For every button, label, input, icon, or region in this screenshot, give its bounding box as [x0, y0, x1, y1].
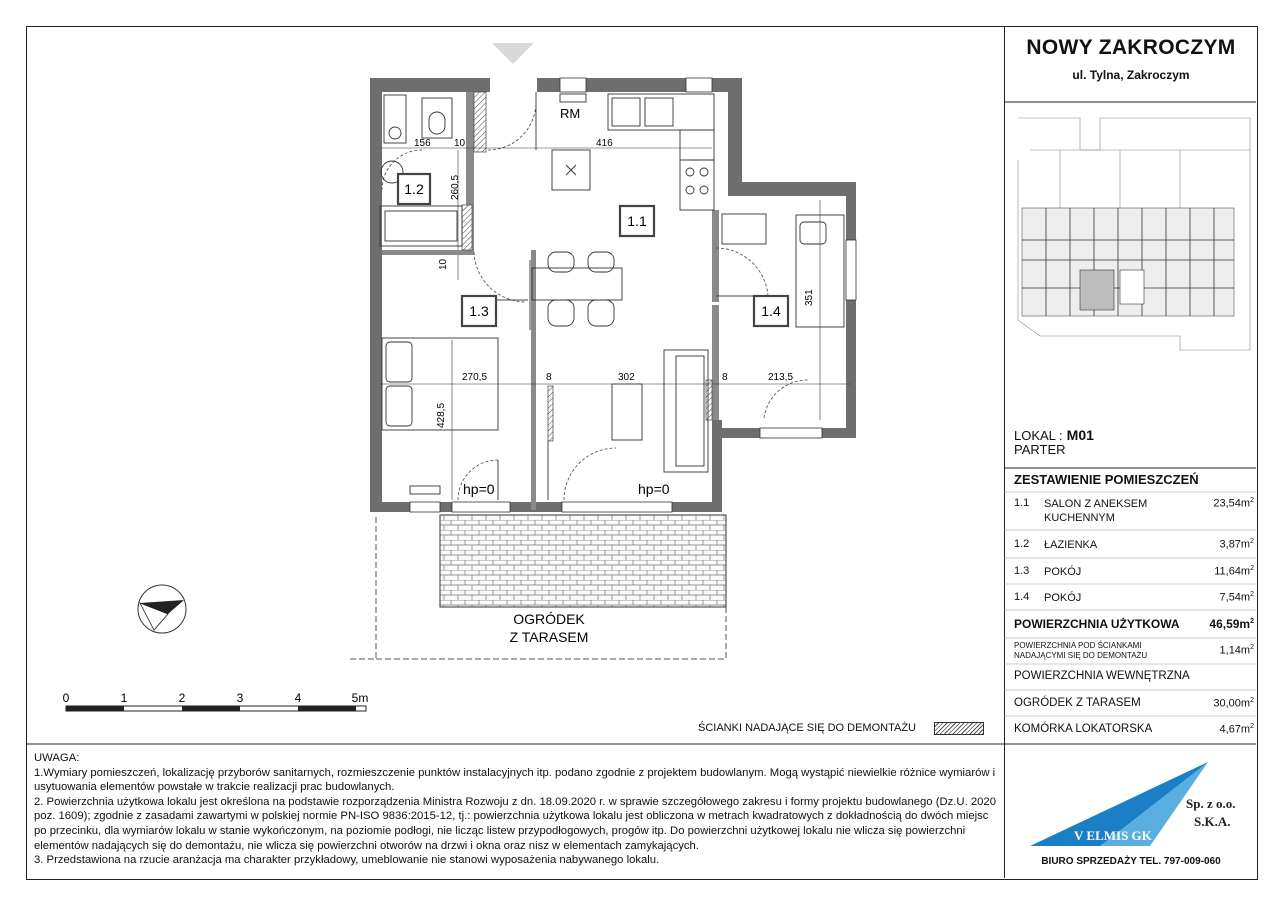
garden-label-1: OGRÓDEK: [513, 611, 585, 627]
scale-ticks: [63, 691, 369, 705]
room-tag-1-3: 1.3: [469, 303, 489, 319]
rooms-table-heading: ZESTAWIENIE POMIESZCZEŃ: [1014, 472, 1199, 487]
svg-text:260,5: 260,5: [450, 174, 461, 200]
svg-text:351: 351: [804, 289, 815, 306]
svg-text:302: 302: [618, 372, 635, 383]
svg-text:1: 1: [120, 691, 128, 705]
project-address: ul. Tylna, Zakroczym: [1072, 68, 1190, 82]
svg-text:8: 8: [722, 372, 728, 383]
demolition-walls: [462, 92, 712, 441]
sales-phone: BIURO SPRZEDAŻY TEL. 797-009-060: [1041, 856, 1221, 867]
interior-walls: [382, 92, 719, 510]
svg-text:213,5: 213,5: [768, 372, 794, 383]
company-suffix-1: Sp. z o.o.: [1186, 796, 1236, 811]
company-suffix-2: S.K.A.: [1194, 814, 1231, 829]
door-leaves: [474, 92, 768, 500]
garden-boundary: [350, 515, 376, 659]
threshold-label-1: hp=0: [463, 481, 495, 497]
terrace: [440, 515, 726, 607]
unit-floor: PARTER: [1014, 442, 1066, 457]
doors: [382, 102, 808, 500]
unit-label: LOKAL :: [1014, 428, 1063, 443]
svg-text:4: 4: [294, 691, 302, 705]
sofa: [612, 350, 708, 472]
unit-code: M01: [1066, 427, 1094, 443]
internal-area-row: POWIERZCHNIA WEWNĘTRZNA: [1014, 670, 1190, 682]
note-item: 1.Wymiary pomieszczeń, lokalizację przyborów sanitarnych, rozmieszczenie punktów instalacyjnych itp. podano zgodnie z projektem budowlanym. Mogą wystąpić niewielkie różnice wymiarów i usytuowania elementów powstałe w trakcie realizacji prac budowlanych.: [34, 766, 996, 794]
entrance-marker: [492, 43, 534, 64]
svg-text:156: 156: [414, 138, 431, 149]
svg-text:5m: 5m: [351, 691, 369, 705]
legend-demolition-label: ŚCIANKI NADAJĄCE SIĘ DO DEMONTAŻU: [698, 722, 916, 734]
dining-set: [530, 252, 622, 330]
legend-hatch-swatch: [934, 722, 984, 735]
note-item: 2. Powierzchnia użytkowa lokalu jest określona na podstawie rozporządzenia Ministra Rozwoju z dn. 18.09.2020 r. w sprawie szczegółowego zakresu i formy projektu budowlanego (Dz.U. 2020 poz. 1609); zgodnie z zasadami zawartymi w polskiej normie PN-ISO 9836:2015-12, tj.: powierzchnia użytkowa lokalu jest obliczona w metrach kwadratowych z dokładnością do dwóch miejsc po przecinku, dla wymiarów lokalu w stanie wykończonym, na poziomie podłogi, nie licząc listew przypodłogowych, progów itp. Do powierzchni użytkowej lokalu nie wlicza się powierzchni elementów nadających się do demontażu, nie wlicza się powierzchni otworów na drzwi i okna oraz nisz w elementach zamykających.: [34, 795, 996, 852]
svg-text:3: 3: [236, 691, 244, 705]
note-item: 3. Przedstawiona na rzucie aranżacja ma charakter przykładowy, umeblowanie nie stanowi wyposażenia nabywanego lokalu.: [34, 854, 660, 867]
notes-title: UWAGA:: [34, 752, 80, 764]
svg-text:10: 10: [454, 138, 466, 149]
compass-icon: [138, 585, 186, 633]
svg-text:2: 2: [178, 691, 186, 705]
site-plan-thumbnail: [1018, 118, 1250, 350]
svg-text:416: 416: [596, 138, 613, 149]
room-tag-1-4: 1.4: [761, 303, 781, 319]
svg-text:0: 0: [62, 691, 70, 705]
floor-plan-sheet: OGRÓDEK Z TARASEM RM 156 10 416 260,5 10 351 270,5 8 302 8 213,5 428,5 1.2 1.1 1.3 1.4 hp=0 hp=0 0 1 2 3 4 5m NOWY ZAKROCZYM ul. Tylna, Zakroczym LOKAL : M01 PARTER ZESTAWIENIE POMIESZCZEŃ 1.1 SALON Z ANEKSEM KUCHENNYM $23,54m^2$ 1.2 ŁAZIENKA $3,87m^2$ 1.3 POKÓJ $11,64m^2$ 1.4 POKÓJ $7,54m^2$ POWIERZCHNIA UŻYTKOWA $46,59m^2$ POWIERZCHNIA POD ŚCIANKAMI NADAJĄCYMI SIĘ DO DEMONTAŻU $1,14m^2$ POWIERZCHNIA WEWNĘTRZNA OGRÓDEK Z TARASEM $30,00m^2$ KOMÓRKA LOKATORSKA $4,67m^2$ ŚCIANKI NADAJĄCE SIĘ DO DEMONTAŻU UWAGA: 1.Wymiary pomieszczeń, lokalizację przyborów sanitarnych, rozmieszczenie punktów instalacyjnych itp. podano zgodnie z projektem budowlanym. Mogą wystąpić niewielkie różnice wymiarów i usytuowania elementów powstałe w trakcie realizacji prac budowlanych. 2. Powierzchnia użytkowa lokalu jest określona na podstawie rozporządzenia Ministra Rozwoju z dn. 18.09.2020 r. w sprawie szczegółowego zakresu i formy projektu budowlanego (Dz.U. 2020 poz. 1609); zgodnie z zasadami zawartymi w polskiej normie PN-ISO 9836:2015-12, tj.: powierzchnia użytkowa lokalu jest obliczona w metrach kwadratowych z dokładnością do dwóch miejsc po przecinku, dla wymiarów lokalu w stanie wykończonym, na poziomie podłogi, nie licząc listew przypodłogowych, progów itp. Do powierzchni użytkowej lokalu nie wlicza się powierzchni elementów nadających się do demontażu, nie wlicza się powierzchni otworów na drzwi i okna oraz nisz w elementach zamykających. 3. Przedstawiona na rzucie aranżacja ma charakter przykładowy, umeblowanie nie stanowi wyposażenia nabywanego lokalu. V ELMIS GK Sp. z o.o. S.K.A. BIURO SPRZEDAŻY TEL. 797-009-060: [0, 0, 1280, 905]
unit-info: [1014, 428, 1094, 457]
svg-text:428,5: 428,5: [436, 402, 447, 428]
svg-text:270,5: 270,5: [462, 372, 488, 383]
svg-text:10: 10: [438, 258, 449, 270]
room-tag-1-1: 1.1: [627, 213, 647, 229]
company-name: V ELMIS GK: [1074, 828, 1152, 843]
under-walls-row: POWIERZCHNIA POD ŚCIANKAMI NADAJĄCYMI SIĘ DO DEMONTAŻU $1,14m^2$: [1014, 641, 1254, 660]
project-title: NOWY ZAKROCZYM: [1026, 36, 1236, 59]
svg-text:8: 8: [546, 372, 552, 383]
threshold-label-2: hp=0: [638, 481, 670, 497]
notes: [34, 751, 1000, 868]
bathroom-fixtures: [380, 95, 462, 246]
scale-bar: [66, 706, 366, 711]
appliance-label: RM: [560, 106, 581, 121]
garden-row: OGRÓDEK Z TARASEM $30,00m^2$: [1014, 697, 1254, 710]
garden-label-2: Z TARASEM: [509, 629, 589, 645]
dimension-texts: [414, 138, 815, 428]
usable-area-row: POWIERZCHNIA UŻYTKOWA $46,59m^2$: [1014, 617, 1254, 631]
room-tag-1-2: 1.2: [404, 181, 424, 197]
storage-row: KOMÓRKA LOKATORSKA $4,67m^2$: [1014, 723, 1254, 736]
